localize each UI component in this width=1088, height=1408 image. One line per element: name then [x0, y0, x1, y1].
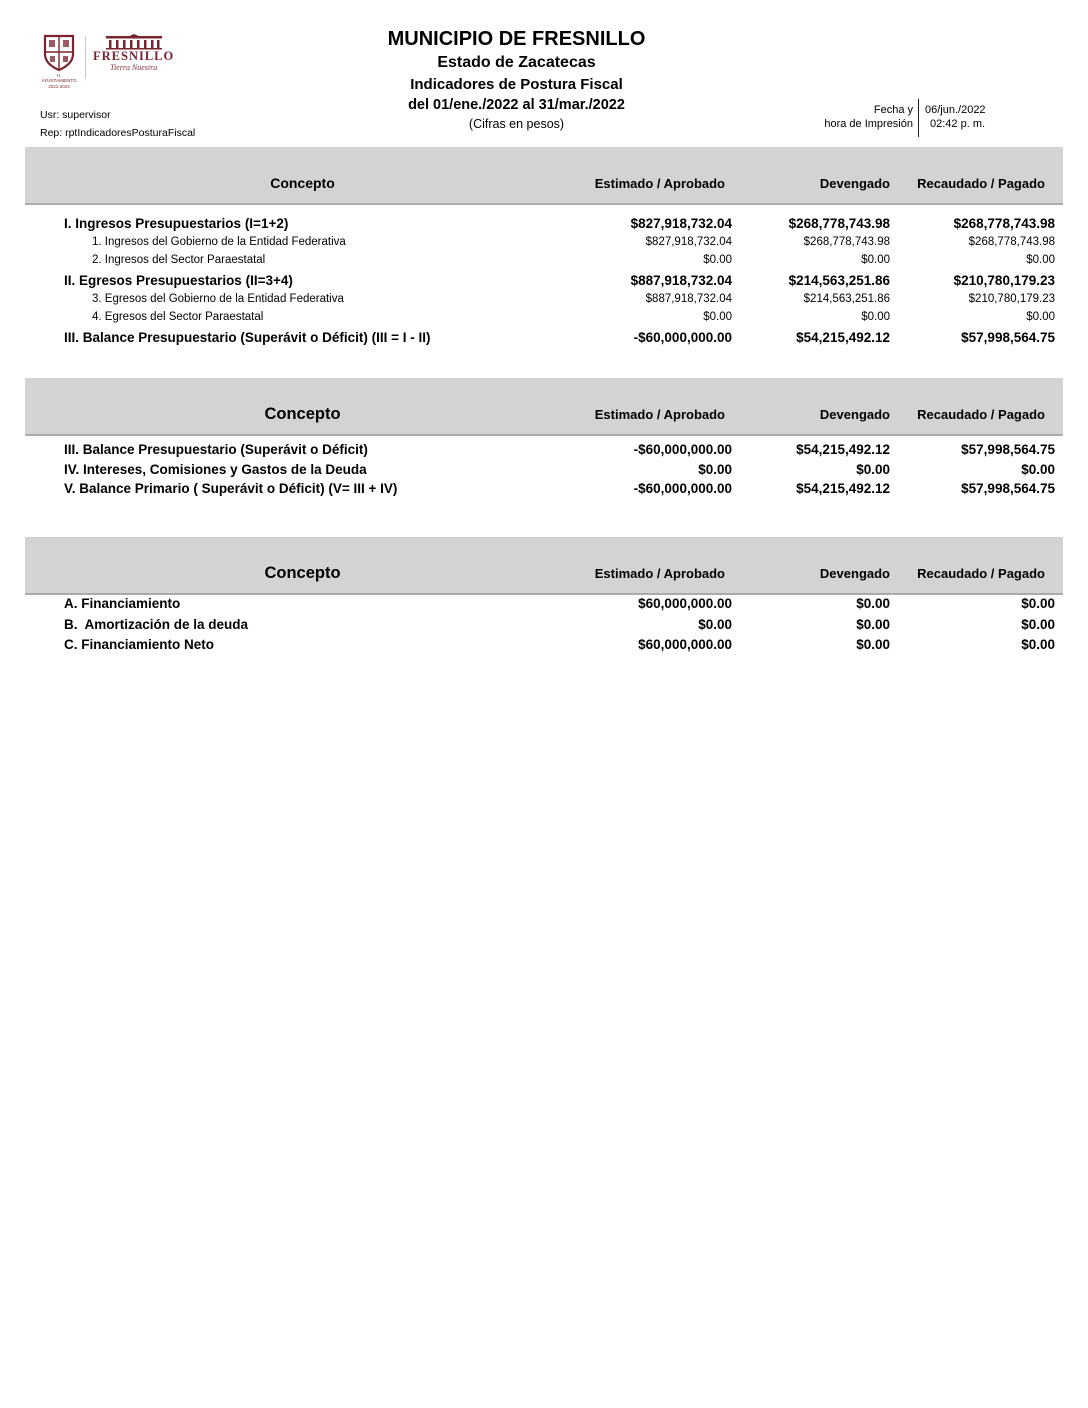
report-period: del 01/ene./2022 al 31/mar./2022	[408, 97, 625, 114]
amount-cell-recaudado-pagado: $0.00	[1026, 254, 1055, 266]
amount-cell-recaudado-pagado: $268,778,743.98	[968, 236, 1055, 248]
concept-cell: A. Financiamiento	[64, 596, 181, 611]
print-date: 06/jun./2022	[925, 104, 986, 116]
table-row	[25, 251, 1063, 269]
table-row	[25, 594, 1063, 615]
amount-cell-devengado: $214,563,251.86	[803, 293, 890, 305]
column-header-recaudado-pagado: Recaudado / Pagado	[917, 407, 1045, 422]
table-row	[25, 635, 1063, 656]
amount-cell-recaudado-pagado: $57,998,564.75	[961, 481, 1055, 496]
print-label-line1: Fecha y	[873, 104, 913, 116]
column-header-concepto: Concepto	[270, 175, 335, 191]
state-subtitle: Estado de Zacatecas	[437, 54, 596, 71]
table-row	[25, 215, 1063, 233]
column-header-concepto: Concepto	[264, 564, 341, 582]
print-info-values	[923, 104, 986, 137]
report-name: Indicadores de Postura Fiscal	[410, 75, 623, 93]
page-title: MUNICIPIO DE FRESNILLO	[387, 28, 646, 50]
amount-cell-devengado: $54,215,492.12	[796, 330, 890, 345]
column-header-estimado-aprobado: Estimado / Aprobado	[594, 176, 725, 191]
table-2-balance-indicators	[25, 440, 1063, 499]
amount-cell-estimado-aprobado: $0.00	[698, 616, 732, 632]
user-report-info	[40, 106, 195, 142]
concept-cell: I. Ingresos Presupuestarios (I=1+2)	[64, 216, 289, 231]
print-info-divider	[918, 99, 919, 137]
concept-cell: C. Financiamiento Neto	[64, 637, 215, 652]
amount-cell-devengado: $0.00	[856, 637, 890, 652]
column-header-devengado: Devengado	[819, 407, 890, 422]
table-row	[25, 233, 1063, 251]
logo-name: FRESNILLO	[93, 49, 175, 63]
amount-cell-devengado: $268,778,743.98	[788, 216, 890, 231]
table-3-header-bar	[25, 537, 1063, 595]
table-row	[25, 308, 1063, 326]
amount-cell-recaudado-pagado: $268,778,743.98	[953, 216, 1055, 231]
amount-cell-estimado-aprobado: $827,918,732.04	[645, 236, 732, 248]
amount-cell-devengado: $0.00	[856, 461, 890, 477]
concept-cell: III. Balance Presupuestario (Superávit o Déficit)	[64, 442, 368, 457]
amount-cell-recaudado-pagado: $0.00	[1021, 461, 1055, 477]
amount-cell-recaudado-pagado: $210,780,179.23	[968, 293, 1055, 305]
table-row	[25, 460, 1063, 480]
print-info	[792, 104, 986, 137]
amount-cell-estimado-aprobado: -$60,000,000.00	[633, 481, 732, 496]
amount-cell-estimado-aprobado: $827,918,732.04	[630, 216, 732, 231]
table-row	[25, 290, 1063, 308]
concept-cell: 4. Egresos del Sector Paraestatal	[92, 311, 264, 323]
table-row	[25, 615, 1063, 636]
column-header-estimado-aprobado: Estimado / Aprobado	[594, 566, 725, 581]
column-header-recaudado-pagado: Recaudado / Pagado	[917, 566, 1045, 581]
amount-cell-recaudado-pagado: $210,780,179.23	[953, 273, 1055, 288]
amount-cell-estimado-aprobado: $887,918,732.04	[645, 293, 732, 305]
amount-cell-devengado: $0.00	[856, 596, 890, 611]
table-row	[25, 479, 1063, 499]
amount-cell-devengado: $54,215,492.12	[796, 481, 890, 496]
table-row	[25, 272, 1063, 290]
amount-cell-estimado-aprobado: $887,918,732.04	[630, 273, 732, 288]
concept-cell: IV. Intereses, Comisiones y Gastos de la Deuda	[64, 461, 367, 477]
amount-cell-recaudado-pagado: $0.00	[1026, 311, 1055, 323]
amount-cell-recaudado-pagado: $57,998,564.75	[961, 442, 1055, 457]
concept-cell: II. Egresos Presupuestarios (II=3+4)	[64, 273, 293, 288]
logo-tagline: Tierra Nuestra	[109, 62, 158, 72]
table-row	[25, 329, 1063, 347]
print-info-labels	[792, 104, 913, 137]
column-header-recaudado-pagado: Recaudado / Pagado	[917, 176, 1045, 191]
amount-cell-recaudado-pagado: $57,998,564.75	[961, 330, 1055, 345]
report-label: Rep: rptIndicadoresPosturaFiscal	[40, 127, 196, 139]
column-header-concepto: Concepto	[264, 405, 341, 423]
amount-cell-estimado-aprobado: $0.00	[703, 311, 732, 323]
concept-cell: V. Balance Primario ( Superávit o Déficit) (V= III + IV)	[64, 481, 398, 496]
amount-cell-estimado-aprobado: $0.00	[698, 461, 732, 477]
table-3-financing-indicators	[25, 594, 1063, 656]
amount-cell-devengado: $0.00	[856, 616, 890, 632]
units-note: (Cifras en pesos)	[468, 117, 565, 132]
amount-cell-devengado: $0.00	[861, 254, 890, 266]
concept-cell: 1. Ingresos del Gobierno de la Entidad Federativa	[92, 236, 346, 248]
amount-cell-devengado: $54,215,492.12	[796, 442, 890, 457]
table-row	[25, 440, 1063, 460]
table-1-header-bar	[25, 147, 1063, 205]
amount-cell-devengado: $268,778,743.98	[803, 236, 890, 248]
print-time: 02:42 p. m.	[930, 117, 986, 130]
amount-cell-estimado-aprobado: $0.00	[703, 254, 732, 266]
table-1-budget-indicators	[25, 212, 1063, 347]
amount-cell-recaudado-pagado: $0.00	[1021, 637, 1055, 652]
column-header-devengado: Devengado	[819, 176, 890, 191]
amount-cell-devengado: $214,563,251.86	[788, 273, 890, 288]
table-2-header-bar	[25, 378, 1063, 436]
amount-cell-devengado: $0.00	[861, 311, 890, 323]
user-label: Usr: supervisor	[40, 109, 111, 121]
amount-cell-estimado-aprobado: -$60,000,000.00	[633, 330, 732, 345]
amount-cell-estimado-aprobado: $60,000,000.00	[638, 596, 732, 611]
concept-cell: 3. Egresos del Gobierno de la Entidad Federativa	[92, 293, 344, 305]
concept-cell: B. Amortización de la deuda	[64, 616, 249, 632]
amount-cell-estimado-aprobado: $60,000,000.00	[638, 637, 732, 652]
print-label-line2: hora de Impresión	[824, 117, 913, 130]
concept-cell: 2. Ingresos del Sector Paraestatal	[92, 254, 266, 266]
column-header-devengado: Devengado	[819, 566, 890, 581]
concept-cell: III. Balance Presupuestario (Superávit o Déficit) (III = I - II)	[64, 330, 431, 345]
amount-cell-recaudado-pagado: $0.00	[1021, 596, 1055, 611]
column-header-estimado-aprobado: Estimado / Aprobado	[594, 407, 725, 422]
shield-caption: H. AYUNTAMIENTO 2021-2024	[41, 73, 77, 89]
amount-cell-estimado-aprobado: -$60,000,000.00	[633, 442, 732, 457]
amount-cell-recaudado-pagado: $0.00	[1021, 616, 1055, 632]
